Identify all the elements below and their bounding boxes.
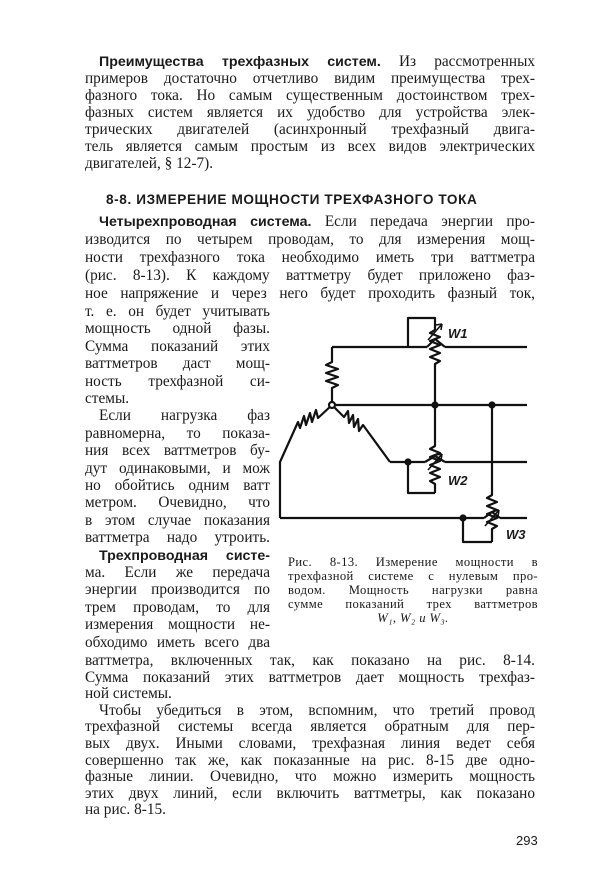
line-text: ной системы. <box>85 685 172 703</box>
line-text: мощность одной фазы. <box>85 320 270 338</box>
line-text: трехфазной системы всегда является обратным для пер- <box>85 718 535 736</box>
run-in-heading: Трехпроводная систе- <box>99 547 270 564</box>
line-text: обходимо иметь всего два <box>85 633 270 651</box>
label-w3: W3 <box>506 527 526 542</box>
figure-caption-line: Рис. 8-13. Измерение мощности в <box>288 555 538 569</box>
line-text: ния всех ваттметров бу- <box>85 442 270 460</box>
line-text: измерения мощности не- <box>85 616 270 634</box>
page-number: 293 <box>516 833 538 848</box>
line-text: ное напряжение и через него будет проходить фазный ток, <box>85 285 535 302</box>
line-text: вых двух. Иными словами, трехфазная линия ведет себя <box>85 735 535 752</box>
line-text: двигателей, § 12-7). <box>85 155 214 172</box>
line-text: на рис. 8-15. <box>85 801 166 819</box>
line-text: стемы. <box>85 390 130 407</box>
line-text: (рис. 8-13). К каждому ваттметру будет приложено фаз- <box>85 267 535 284</box>
star-load <box>280 347 390 518</box>
line-text: дут одинаковыми, и мож <box>85 459 270 477</box>
line-text: но обойтись одним ватт <box>85 477 270 494</box>
line-text: ность трехфазной си- <box>85 372 270 390</box>
line-text: ваттметра, включенных так, как показано на рис. 8-14. <box>85 652 535 669</box>
line-text: трем проводам, то для <box>85 598 270 616</box>
line-text: ма. Если же передача <box>85 564 270 581</box>
line-text: тель является самым простым из всех видов электрических <box>85 138 535 155</box>
line-text: примеров достаточно отчетливо видим преимущества трех- <box>85 70 535 87</box>
line-text: трических двигателей (асинхронный трехфазный двига- <box>85 121 535 138</box>
label-w1: W1 <box>448 326 468 341</box>
line-text: Из рассмотренных <box>380 53 535 70</box>
label-w2: W2 <box>448 473 468 488</box>
wattmeter-w2 <box>406 405 446 493</box>
line-text: ности трехфазного тока необходимо иметь три ваттметра <box>85 249 535 266</box>
line-text: совершенно так же, как показанные на рис. 8-15 две одно- <box>85 751 535 769</box>
line-text: в этом случае показания <box>85 511 270 529</box>
line-text: изводится по четырем проводам, то для измерения мощ- <box>85 231 535 248</box>
line-text: метром. Очевидно, что <box>85 494 270 512</box>
line-text: Если нагрузка фаз <box>99 407 270 425</box>
line-text: энергии производится по <box>85 581 270 599</box>
line-text: Сумма показаний этих ваттметров дает мощность трехфаз- <box>85 668 535 686</box>
run-in-heading: Четырехпроводная система. <box>99 214 312 230</box>
line-text: Чтобы убедиться в этом, вспомним, что третий провод <box>99 701 535 719</box>
section-heading: 8-8. ИЗМЕРЕНИЕ МОЩНОСТИ ТРЕХФАЗНОГО ТОКА <box>106 192 478 207</box>
figure-caption-line: сумме показаний трех ваттметров <box>288 597 538 611</box>
wattmeter-w1 <box>408 318 445 408</box>
line-wires <box>280 347 527 518</box>
line-text: фазных систем является их удобство для устройства элек- <box>85 104 535 121</box>
line-text: ваттметра надо утроить. <box>85 529 270 547</box>
line-text: ваттметров даст мощ- <box>85 355 270 373</box>
figure-caption-line: водом. Мощность нагрузки равна <box>288 583 538 597</box>
figure-caption-line: трехфазной системе с нулевым про- <box>288 569 538 583</box>
line-text: т. е. он будет учитывать <box>85 303 270 320</box>
line-text: этих двух линий, если включить ваттметры, как показано <box>85 784 535 802</box>
line-text: фазного тока. Но самым существенным достоинством трех- <box>85 87 535 104</box>
run-in-heading: Преимущества трехфазных систем. <box>99 54 381 70</box>
figure-caption-line: W₁, W₂ и W₃. <box>377 611 449 625</box>
line-text: равномерна, то показа- <box>85 424 270 442</box>
line-text: фазные линии. Очевидно, что можно измерить мощность <box>85 768 535 786</box>
line-text: Если передача энергии про- <box>311 213 535 230</box>
line-text: Сумма показаний этих <box>85 337 270 355</box>
